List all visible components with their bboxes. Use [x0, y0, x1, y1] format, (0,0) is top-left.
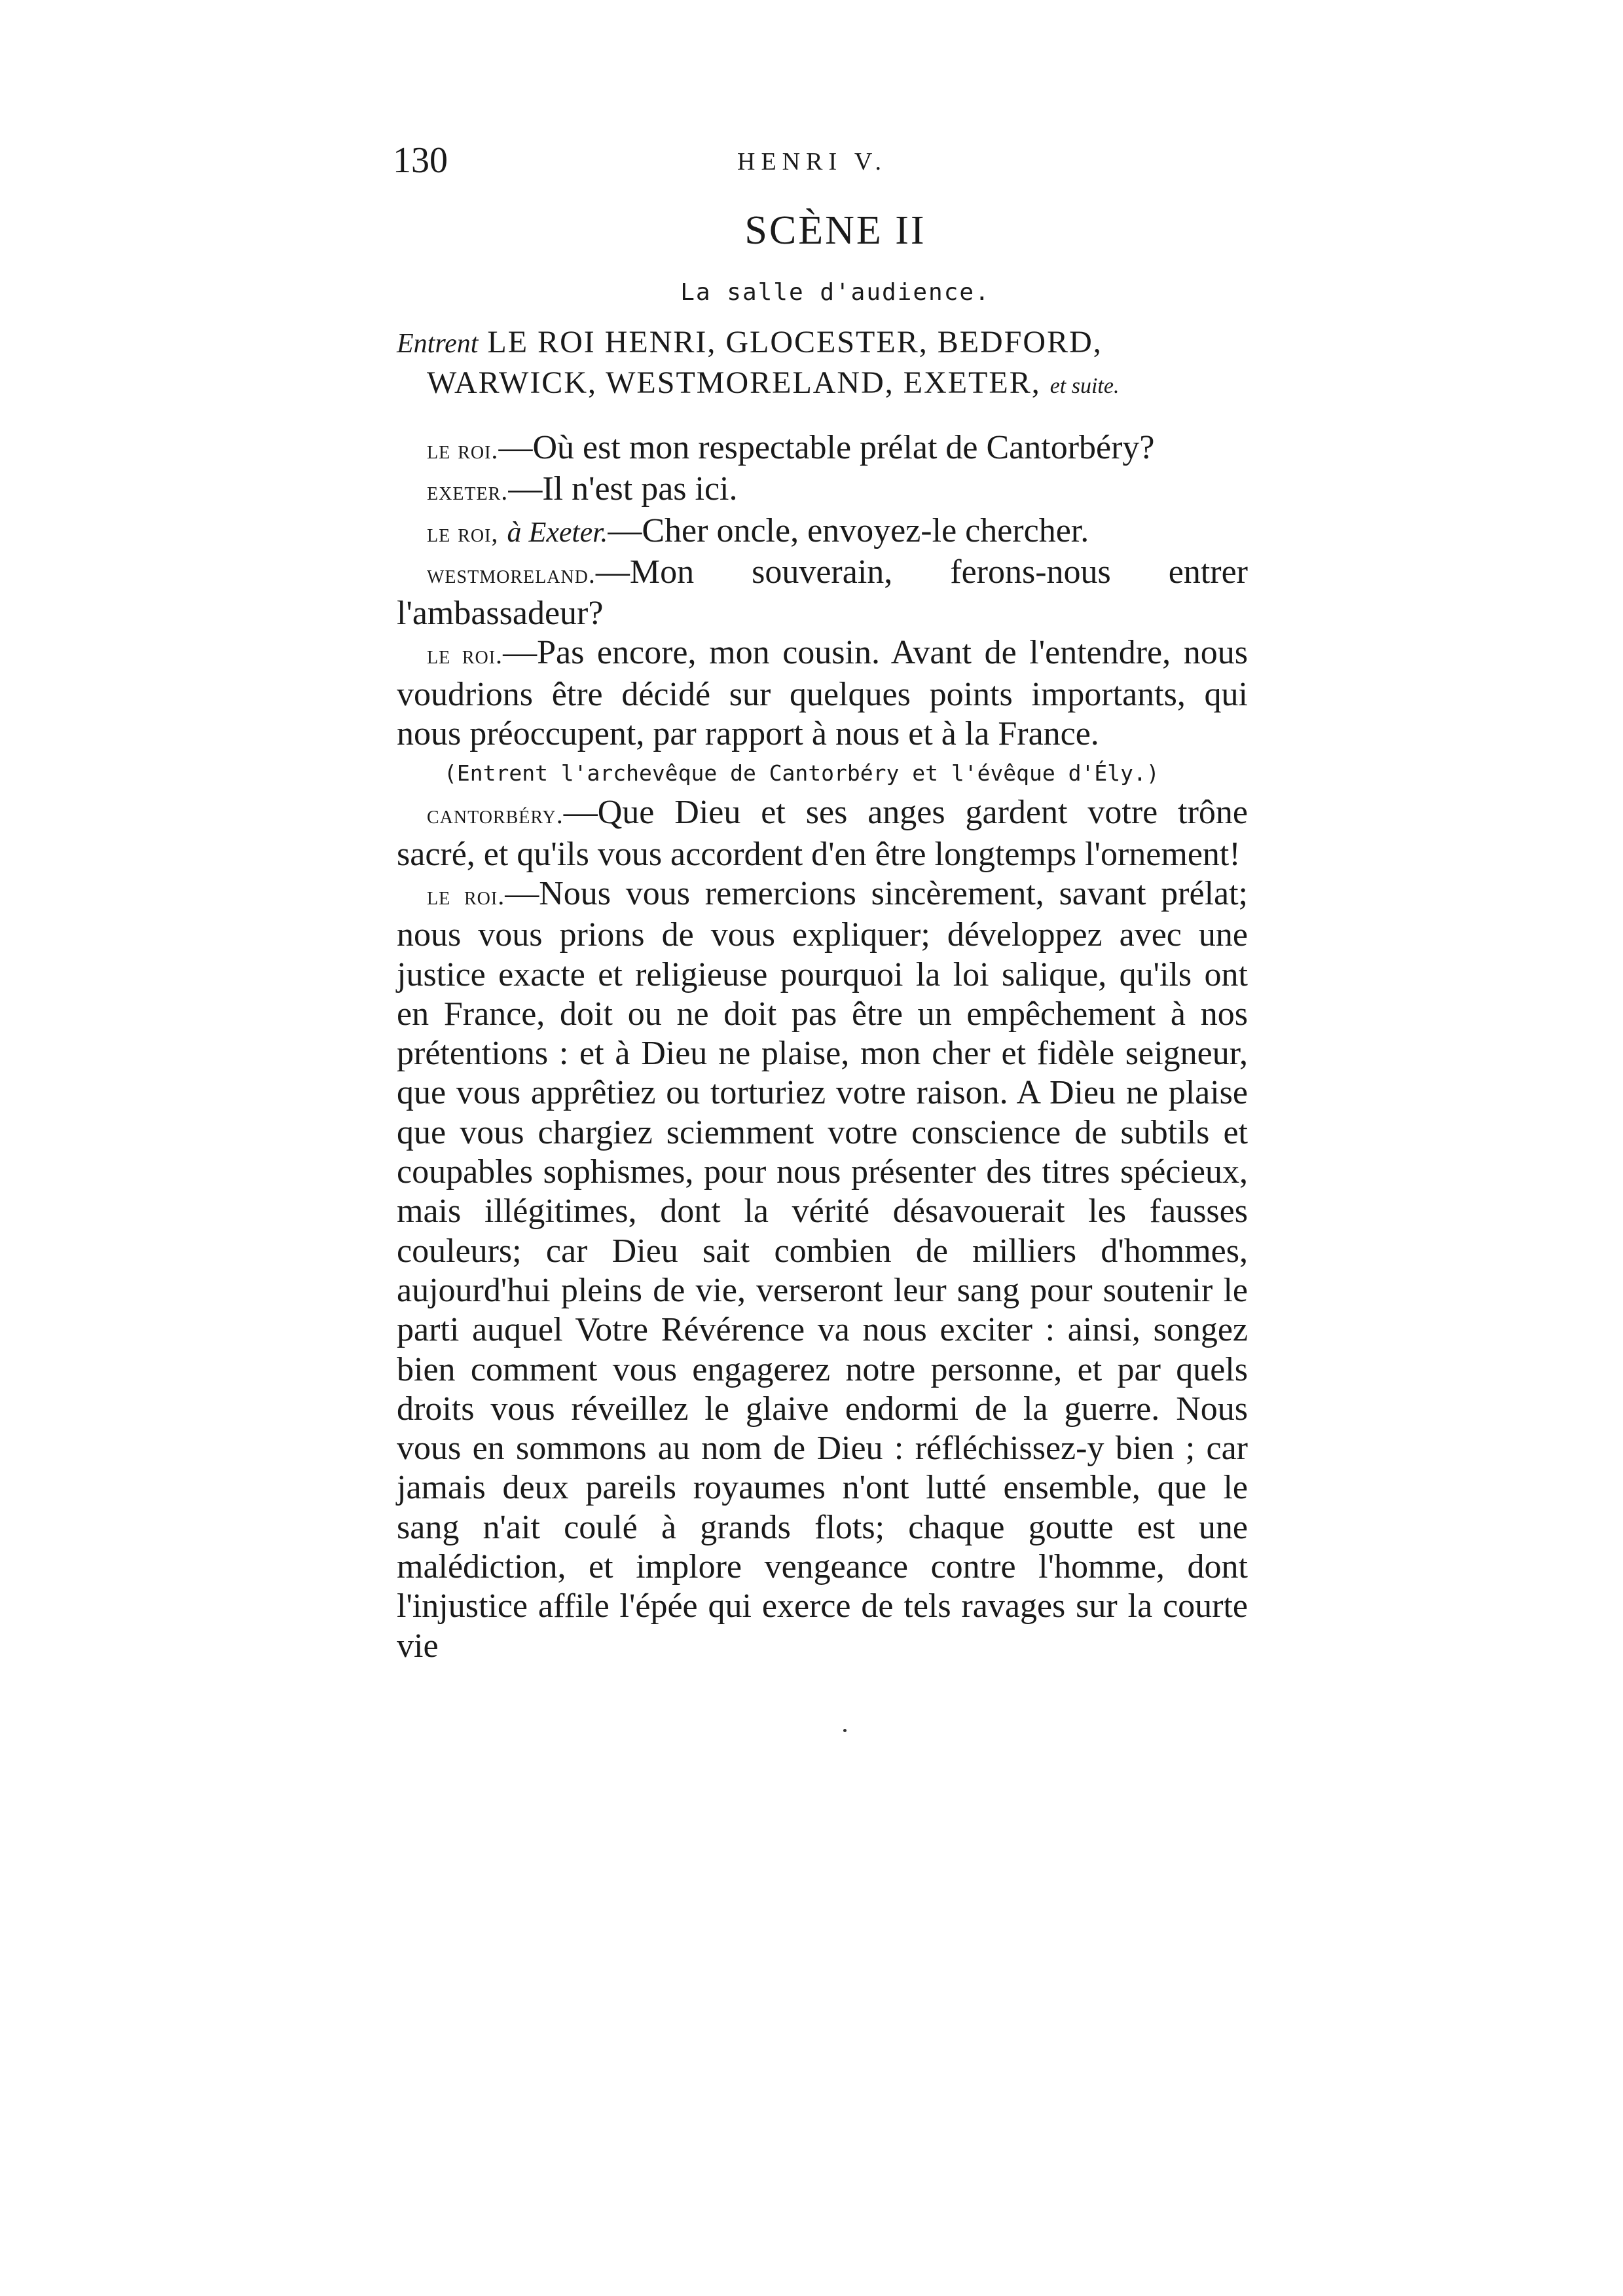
speech-text: —Il n'est pas ici. — [508, 470, 738, 508]
speech — [397, 874, 1248, 1666]
entrance-lead: Entrent — [397, 329, 479, 359]
speech-text: —Mon souverain, ferons-nous entrer l'ambassadeur? — [397, 553, 1248, 633]
speech — [397, 511, 1248, 553]
page-number: 130 — [393, 140, 448, 181]
entrance-direction — [397, 323, 1248, 406]
scene-title: SCÈNE II — [744, 208, 926, 253]
speaker-name: exeter. — [427, 476, 509, 506]
print-speck — [843, 1729, 847, 1732]
speaker-name: le roi. — [427, 640, 503, 670]
speaker-name: le roi. — [427, 435, 499, 464]
speaker-name: cantorbéry. — [427, 800, 564, 830]
page-header — [393, 134, 1248, 193]
entrance-names-2: WARWICK, WESTMORELAND, EXETER, — [427, 365, 1041, 400]
speech-text: —Nous vous remercions sincèrement, savant prélat; nous vous prions de vous expliquer; développez avec une justice exacte et religieuse pourquoi la loi salique, qu'ils ont en France, doit ou ne doit pas être un empêchement à nos prétentions : et à Dieu ne plaise, mon cher et fidèle seigneur, que vous apprêtiez ou torturiez votre raison. A Dieu ne plaise que vous chargiez sciemment votre conscience de subtils et coupables sophismes, pour nous présenter des titres spécieux, mais illégitimes, dont la vérité désavouerait les fausses couleurs; car Dieu sait combien de milliers d'hommes, aujourd'hui pleins de vie, verseront leur sang pour soutenir le parti auquel Votre Révérence va nous exciter : ainsi, songez bien comment vous engagerez notre personne, et par quels droits vous réveillez le glaive endormi de la guerre. Nous vous en sommons au nom de Dieu : réfléchissez-y bien ; car jamais deux pareils royaumes n'ont lutté ensemble, que le sang n'ait coulé à grands flots; chaque goutte est une malédiction, et implore vengeance contre l'homme, dont l'injustice affile l'épée qui exerce de tels ravages sur la courte vie — [397, 874, 1249, 1665]
entrance-names-1: LE ROI HENRI, GLOCESTER, BEDFORD, — [487, 325, 1103, 360]
speaker-name: westmoreland. — [427, 559, 596, 589]
speech — [397, 793, 1248, 874]
speech-direction: à Exeter. — [507, 515, 608, 548]
speaker-name: le roi, — [427, 517, 499, 547]
stage-note: (Entrent l'archevêque de Cantorbéry et l'évêque d'Ély.) — [444, 760, 1159, 787]
speech — [397, 428, 1248, 470]
speech-text: —Où est mon respectable prélat de Cantorbéry? — [498, 429, 1155, 466]
running-title: HENRI V. — [737, 148, 887, 176]
speaker-name: le roi. — [427, 880, 505, 910]
entrance-line-2 — [397, 363, 1248, 406]
speech — [397, 633, 1248, 754]
speech — [397, 470, 1248, 511]
text-block — [393, 134, 1249, 1666]
entrance-tail: et suite. — [1049, 374, 1120, 398]
speech-text: —Pas encore, mon cousin. Avant de l'entendre, nous voudrions être décidé sur quelques points importants, qui nous préoccupent, par rapport à nous et à la France. — [397, 634, 1248, 753]
speech — [397, 553, 1248, 634]
dialogue — [397, 428, 1248, 1666]
scene-setting: La salle d'audience. — [680, 279, 991, 306]
speech-text: —Que Dieu et ses anges gardent votre trône sacré, et qu'ils vous accordent d'en être longtemps l'ornement! — [397, 794, 1248, 873]
speech-text: —Cher oncle, envoyez-le chercher. — [608, 511, 1089, 549]
entrance-line-1 — [397, 323, 1248, 363]
